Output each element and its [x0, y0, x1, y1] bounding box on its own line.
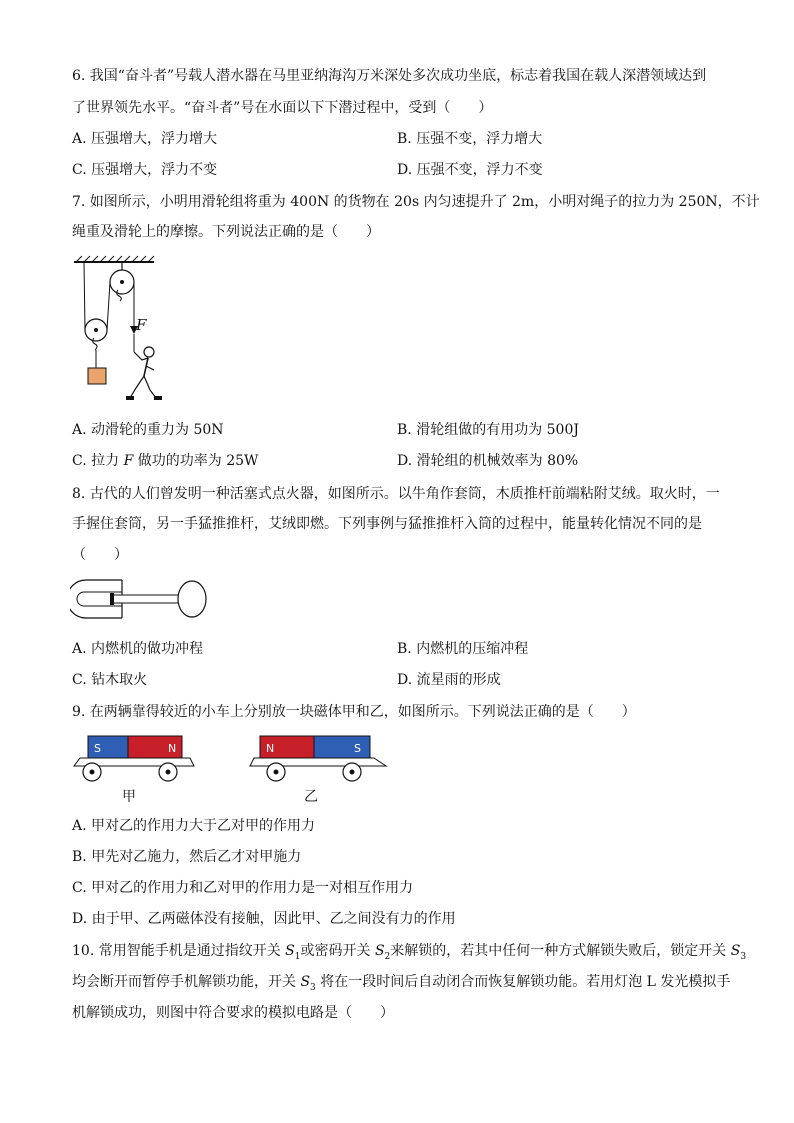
cart-right-caption: 乙	[304, 789, 318, 805]
q7-option-c	[72, 451, 258, 471]
q8-option-a: A. 内燃机的做功冲程	[72, 641, 204, 657]
q10-s3b-sub: 3	[310, 982, 316, 993]
q10-stem-line2	[72, 972, 732, 998]
q9-stem-line1: 9. 在两辆靠得较近的小车上分别放一块磁体甲和乙，如图所示。下列说法正确的是（ ）	[72, 704, 636, 720]
q10-s3: S	[730, 943, 741, 959]
q7-stem-line1: 7. 如图所示，小明用滑轮组将重为 400N 的货物在 20s 内匀速提升了 2m，小明对绳子的拉力为 250N，不计	[72, 194, 760, 210]
q10-line1-pre: 10. 常用智能手机是通过指纹开关	[72, 943, 286, 959]
q10-stem-line1	[72, 941, 747, 967]
q10-line2-post: 将在一段时间后自动闭合而恢复解锁功能。若用灯泡 L 发光模拟手	[315, 974, 731, 990]
q10-s1-sub: 1	[294, 951, 301, 962]
q10-s2: S	[374, 943, 385, 959]
q7-option-c-pre: C. 拉力	[72, 453, 124, 469]
q9-option-b: B. 甲先对乙施力，然后乙才对甲施力	[72, 849, 302, 865]
q10-stem-line3: 机解锁成功，则图中符合要求的模拟电路是（ ）	[72, 1005, 394, 1021]
q8-option-d: D. 流星雨的形成	[397, 672, 501, 688]
q6-option-a: A. 压强增大，浮力增大	[72, 131, 218, 147]
q9-option-a: A. 甲对乙的作用力大于乙对甲的作用力	[72, 818, 316, 834]
magnet-right-label-2: S	[354, 742, 361, 755]
magnet-right-s-pole	[314, 736, 370, 758]
magnet-right-label-1: N	[266, 742, 275, 755]
q8-stem-line2: 手握住套筒，另一手猛推推杆，艾绒即燃。下列事例与猛推推杆入筒的过程中，能量转化情况不同的是	[72, 516, 702, 532]
q6-option-b: B. 压强不变，浮力增大	[397, 131, 543, 147]
q10-line2-pre: 均会断开而暂停手机解锁功能，开关	[72, 974, 301, 990]
q8-option-b: B. 内燃机的压缩冲程	[397, 641, 529, 657]
q9-option-c: C. 甲对乙的作用力和乙对甲的作用力是一对相互作用力	[72, 880, 414, 896]
magnet-left-label-1: S	[94, 742, 101, 755]
q6-option-d: D. 压强不变，浮力不变	[397, 162, 543, 178]
q6-option-c: C. 压强增大，浮力不变	[72, 162, 218, 178]
q7-stem-line2: 绳重及滑轮上的摩擦。下列说法正确的是（ ）	[72, 224, 380, 240]
q9-option-d: D. 由于甲、乙两磁体没有接触，因此甲、乙之间没有力的作用	[72, 911, 456, 927]
cart-left-caption: 甲	[122, 789, 136, 805]
force-label-f: F	[136, 316, 147, 334]
q7-option-a: A. 动滑轮的重力为 50N	[72, 422, 224, 438]
q7-option-c-post: 做功的功率为 25W	[133, 453, 259, 469]
q7-option-d: D. 滑轮组的机械效率为 80%	[397, 453, 579, 469]
q6-stem-line1: 6. 我国“奋斗者”号载人潜水器在马里亚纳海沟万米深处多次成功坐底，标志着我国在载人深潜领域达到	[72, 68, 707, 84]
q10-s3-sub: 3	[740, 951, 747, 962]
q6-stem-line2: 了世界领先水平。“奋斗者”号在水面以下下潜过程中，受到（ ）	[72, 100, 493, 116]
q10-s2-sub: 2	[384, 951, 391, 962]
q8-stem-line1: 8. 古代的人们曾发明一种活塞式点火器，如图所示。以牛角作套筒，木质推杆前端粘附艾绒。取火时，一	[72, 486, 720, 502]
q10-s1: S	[285, 943, 295, 959]
magnet-carts-figure	[70, 732, 390, 788]
q8-option-c: C. 钻木取火	[72, 672, 148, 688]
q7-option-c-var: F	[123, 453, 134, 469]
q10-line1-mid: 或密码开关	[300, 943, 375, 959]
q8-stem-line3: （ ）	[72, 547, 128, 563]
fire-piston-figure	[70, 578, 210, 622]
q10-s3b: S	[300, 974, 311, 990]
pulley-figure	[70, 252, 170, 408]
magnet-left-label-2: N	[168, 742, 177, 755]
q10-line1-post: 来解锁的，若其中任何一种方式解锁失败后，锁定开关	[390, 943, 731, 959]
q7-option-b: B. 滑轮组做的有用功为 500J	[397, 422, 579, 438]
